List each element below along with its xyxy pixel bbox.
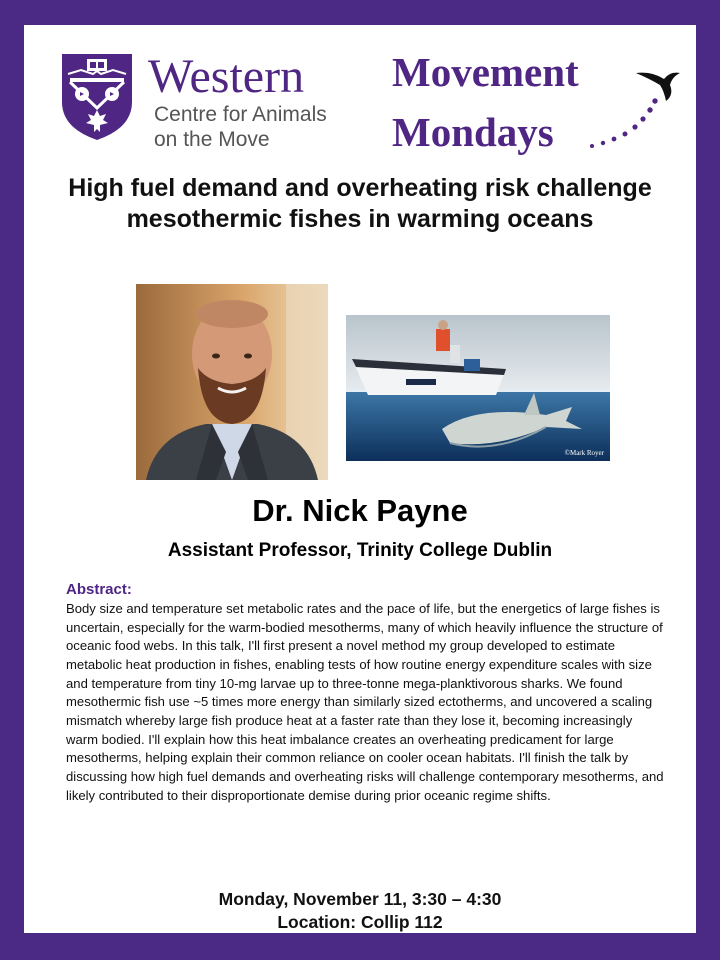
centre-name-line-1: Centre for Animals [154,103,327,126]
abstract-body: Body size and temperature set metabolic rates and the pace of life, but the energetics of large fishes is uncertain, especially for the warm-bodied mesotherms, many of which heavily influence the structure of oceanic food webs. In this talk, I'll first present a novel method my group developed to estimate metabolic heat production in fishes, enabling tests of how routine energy expenditure scales with size and temperature from tiny 10-mg larvae up to three-tonne mega-planktivorous sharks. We found mesothermic fish use ~5 times more energy than similarly sized ectotherms, and uncovered a scaling mismatch whereby large fish produce heat at a faster rate than they lose it, becoming increasingly warm bodied. I'll explain how this heat imbalance creates an overheating predicament for large mesotherms, helping explain their common reliance on cooler ocean habitats. I'll finish the talk by discussing how high fuel demands and overheating risks will challenge contemporary mesotherms, and likely contributed to their disproportionate demise during prior oceanic regime shifts. [66,601,664,803]
talk-title: High fuel demand and overheating risk challenge mesothermic fishes in warming oceans [68,174,652,233]
speaker-affiliation: Assistant Professor, Trinity College Dublin [167,540,553,561]
university-wordmark: Western [148,50,305,103]
poster-page [24,25,696,933]
shark-boat-image [346,315,610,461]
centre-name-line-2: on the Move [154,128,270,151]
speaker-name: Dr. Nick Payne [252,493,468,528]
shark-boat-photo [346,315,610,461]
speaker-portrait-image [136,284,328,480]
event-date-time: Monday, November 11, 3:30 – 4:30 [218,889,502,909]
series-title-line-1: Movement [392,49,579,95]
series-title-line-2: Mondays [392,109,554,155]
abstract-heading: Abstract: [66,581,132,598]
swift-bird-icon [584,61,684,151]
photo-credit: ©Mark Royer [564,449,604,457]
event-location: Location: Collip 112 [277,912,443,932]
western-shield-icon [60,52,134,142]
